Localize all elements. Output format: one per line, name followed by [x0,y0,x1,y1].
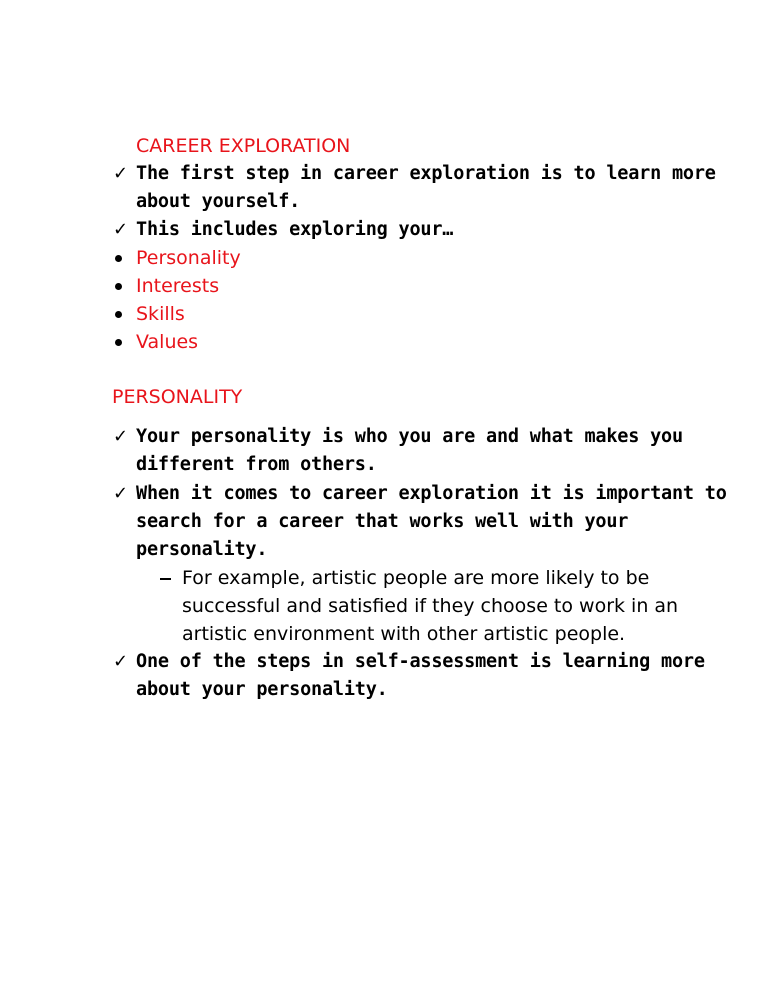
bullet-icon [115,283,122,290]
check-item-text: This includes exploring your… [136,219,454,240]
check-item-text: One of the steps in self-assessment is learning more [136,651,705,672]
check-item-text: The first step in career exploration is to learn more [136,163,716,184]
bullet-item-personality: Personality [136,247,241,269]
check-item-text: search for a career that works well with your [136,511,629,532]
bullet-icon [115,339,122,346]
check-item-text: about yourself. [136,191,301,212]
bullet-item-values: Values [136,331,199,353]
check-item-text: about your personality. [136,679,388,700]
check-mark-icon: ✓ [113,426,129,447]
bullet-icon [115,311,122,318]
bullet-item-interests: Interests [136,275,220,297]
example-text: artistic environment with other artistic people. [182,623,626,645]
check-mark-icon: ✓ [113,163,129,184]
check-item-text: personality. [136,539,268,560]
example-text: For example, artistic people are more likely to be [182,567,650,589]
check-mark-icon: ✓ [113,219,129,240]
check-mark-icon: ✓ [113,651,129,672]
bullet-item-skills: Skills [136,303,185,325]
section-heading-personality: PERSONALITY [112,386,243,408]
bullet-icon [115,255,122,262]
section-heading-career-exploration: CAREER EXPLORATION [136,135,351,157]
check-item-text: Your personality is who you are and what makes you [136,426,683,447]
check-mark-icon: ✓ [113,483,129,504]
check-item-text: When it comes to career exploration it is important to [136,483,727,504]
example-text: successful and satisfied if they choose to work in an [182,595,679,617]
dash-icon [160,578,171,580]
check-item-text: different from others. [136,454,377,475]
